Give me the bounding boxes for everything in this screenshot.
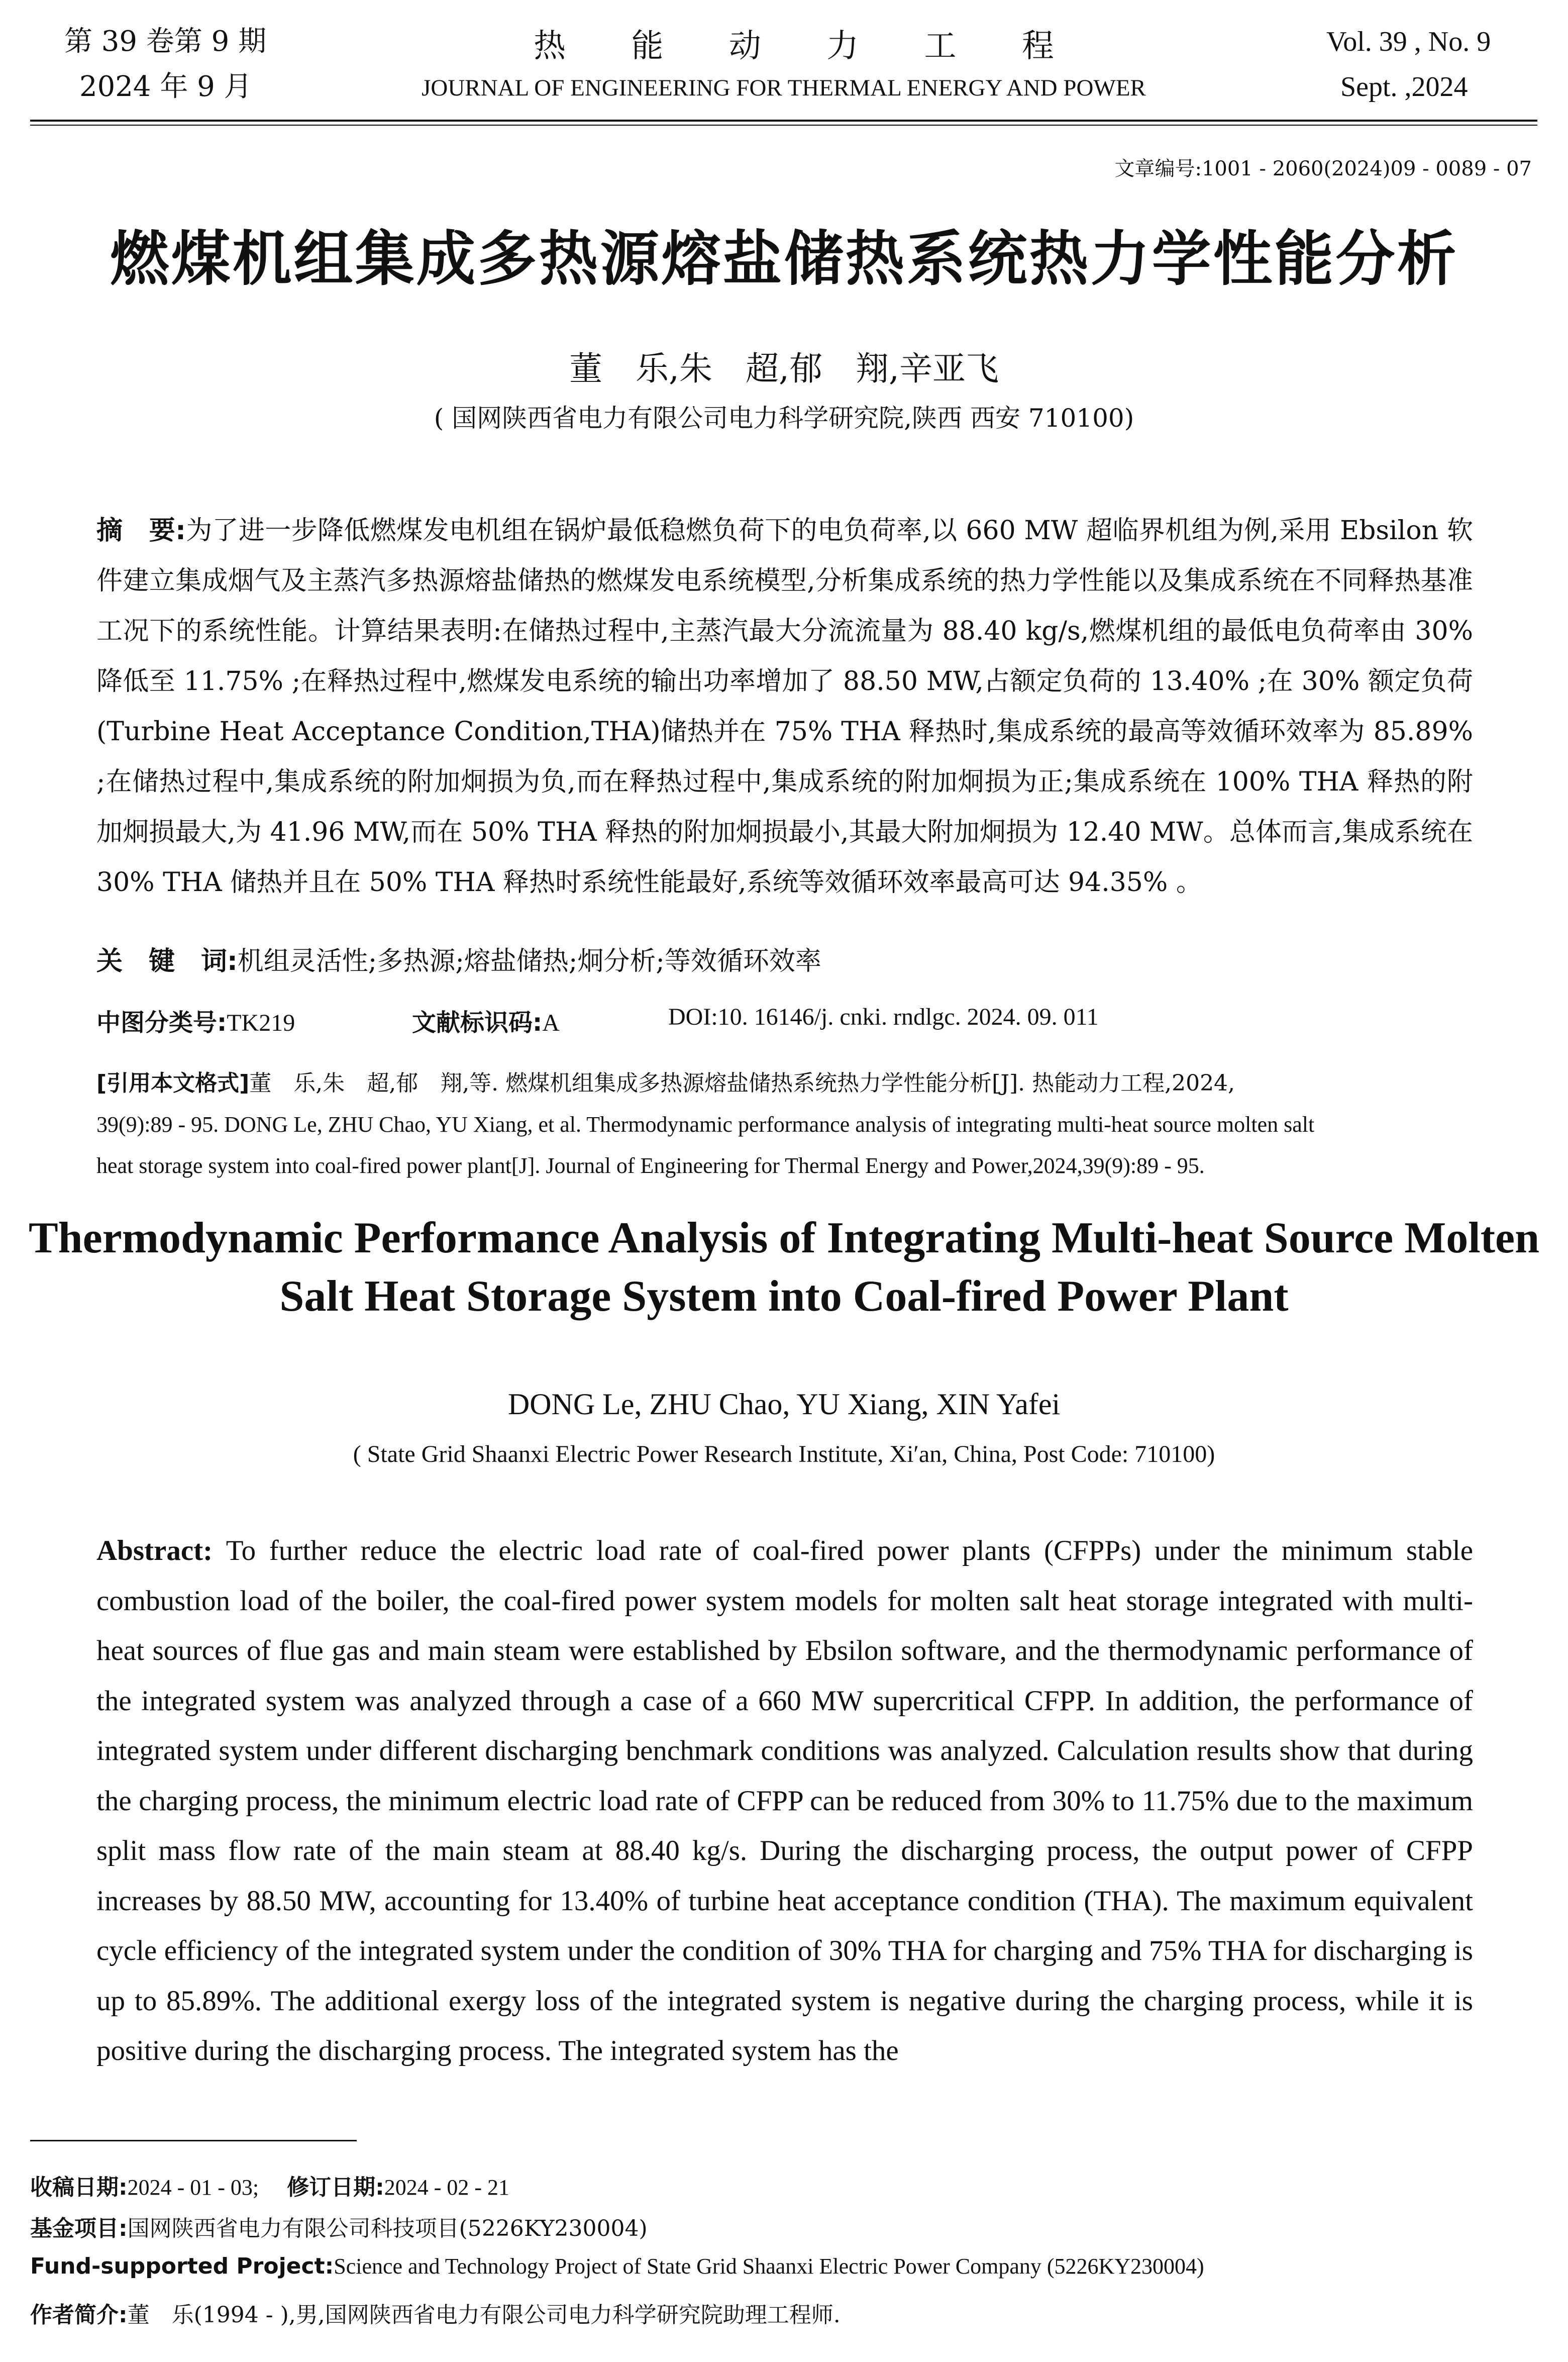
- fund-project-cn: 基金项目:国网陕西省电力有限公司科技项目(5226KY230004): [30, 2216, 648, 2241]
- header-vol-no-en: Vol. 39 , No. 9: [1326, 26, 1491, 57]
- received-revised-dates: 收稿日期:2024 - 01 - 03; 修订日期:2024 - 02 - 21: [30, 2175, 510, 2200]
- abstract-en-text: To further reduce the electric load rate of coal-fired power plants (CFPPs) under the minimum stable combustion load of the boiler, the coal-fired power system models for molten salt heat storage integrated with multi-heat sources of flue gas and main steam were established by Ebsilon software, and the thermodynamic performance of the integrated system was analyzed through a case of a 660 MW supercritical CFPP. In addition, the performance of integrated system under different discharging benchmark conditions was analyzed. Calculation results show that during the charging process, the minimum electric load rate of CFPP can be reduced from 30% to 11.75% due to the maximum split mass flow rate of the main steam at 88.40 kg/s. During the discharging process, the output power of CFPP increases by 88.50 MW, accounting for 13.40% of turbine heat acceptance condition (THA). The maximum equivalent cycle efficiency of the integrated system under the condition of 30% THA for charging and 75% THA for discharging is up to 85.89%. The additional exergy loss of the integrated system is negative during the charging process, while it is positive during the discharging process. The integrated system has the: [96, 1535, 1474, 2066]
- article-number: 文章编号:1001 - 2060(2024)09 - 0089 - 07: [1114, 157, 1532, 180]
- title-cn: 燃煤机组集成多热源熔盐储热系统热力学性能分析: [110, 224, 1458, 293]
- abstract-cn: [96, 506, 1473, 908]
- citation-label: [引用本文格式]: [96, 1070, 250, 1096]
- title-en-line1: Thermodynamic Performance Analysis of Integrating Multi-heat Source Molten: [28, 1214, 1540, 1262]
- header-rule-thin: [30, 125, 1537, 126]
- abstract-cn-text: 为了进一步降低燃煤发电机组在锅炉最低稳燃负荷下的电负荷率,以 660 MW 超临界机组为例,采用 Ebsilon 软件建立集成烟气及主蒸汽多热源熔盐储热的燃煤发电系统模型,分析集成系统的热力学性能以及集成系统在不同释热基准工况下的系统性能。计算结果表明:在储热过程中,主蒸汽最大分流流量为 88.40 kg/s,燃煤机组的最低电负荷率由 30% 降低至 11.75% ;在释热过程中,燃煤发电系统的输出功率增加了 88.50 MW,占额定负荷的 13.40% ;在 30% 额定负荷(Turbine Heat Acceptance Condition,THA)储热并在 75% THA 释热时,集成系统的最高等效循环效率为 85.89% ;在储热过程中,集成系统的附加炯损为负,而在释热过程中,集成系统的附加炯损为正;集成系统在 100% THA 释热的附加炯损最大,为 41.96 MW,而在 50% THA 释热的附加炯损最小,其最大附加炯损为 12.40 MW。总体而言,集成系统在 30% THA 储热并且在 50% THA 释热时系统性能最好,系统等效循环效率最高可达 94.35% 。: [96, 516, 1474, 898]
- authors-cn: 董 乐,朱 超,郁 翔,辛亚飞: [569, 349, 999, 388]
- header-rule: [30, 120, 1537, 122]
- citation-line3: heat storage system into coal-fired power plant[J]. Journal of Engineering for Thermal Energy and Power,2024,39(9):89 - 95.: [96, 1153, 1205, 1178]
- citation-line2: 39(9):89 - 95. DONG Le, ZHU Chao, YU Xiang, et al. Thermodynamic performance analysis of integrating multi-heat source molten salt: [96, 1112, 1315, 1137]
- header-volume-issue: 第 39 卷第 9 期: [64, 25, 267, 58]
- title-en-line2: Salt Heat Storage System into Coal-fired Power Plant: [279, 1272, 1289, 1321]
- author-bio: 作者简介:董 乐(1994 - ),男,国网陕西省电力有限公司电力科学研究院助理工程师.: [30, 2302, 841, 2328]
- journal-name-en: JOURNAL OF ENGINEERING FOR THERMAL ENERGY AND POWER: [422, 75, 1146, 101]
- header-date-en: Sept. ,2024: [1340, 71, 1468, 103]
- abstract-en-label: Abstract:: [96, 1535, 213, 1566]
- journal-name-cn: 热 能 动 力 工 程: [534, 28, 1054, 65]
- fund-project-en: Fund-supported Project:Science and Technology Project of State Grid Shaanxi Electric Power Company (5226KY230004): [30, 2253, 1204, 2279]
- clc-number: 中图分类号:TK219: [96, 1009, 295, 1037]
- abstract-cn-label: 摘 要:: [96, 516, 186, 546]
- header-date-cn: 2024 年 9 月: [79, 70, 252, 103]
- citation-line1: [引用本文格式]董 乐,朱 超,郁 翔,等. 燃煤机组集成多热源熔盐储热系统热力学性能分析[J]. 热能动力工程,2024,: [96, 1070, 1235, 1096]
- affiliation-en: ( State Grid Shaanxi Electric Power Research Institute, Xi′an, China, Post Code: 710100): [353, 1441, 1215, 1467]
- affiliation-cn: ( 国网陕西省电力有限公司电力科学研究院,陕西 西安 710100): [434, 404, 1134, 433]
- keywords-label: 关 键 词:: [96, 946, 238, 976]
- keywords-cn: [96, 940, 821, 977]
- abstract-en: [96, 1526, 1473, 2076]
- footnote-rule: [30, 2140, 357, 2141]
- document-code: 文献标识码:A: [412, 1009, 560, 1037]
- keywords-text: 机组灵活性;多热源;熔盐储热;炯分析;等效循环效率: [237, 946, 821, 976]
- doi: DOI:10. 16146/j. cnki. rndlgc. 2024. 09. 011: [668, 1004, 1099, 1030]
- authors-en: DONG Le, ZHU Chao, YU Xiang, XIN Yafei: [507, 1388, 1061, 1421]
